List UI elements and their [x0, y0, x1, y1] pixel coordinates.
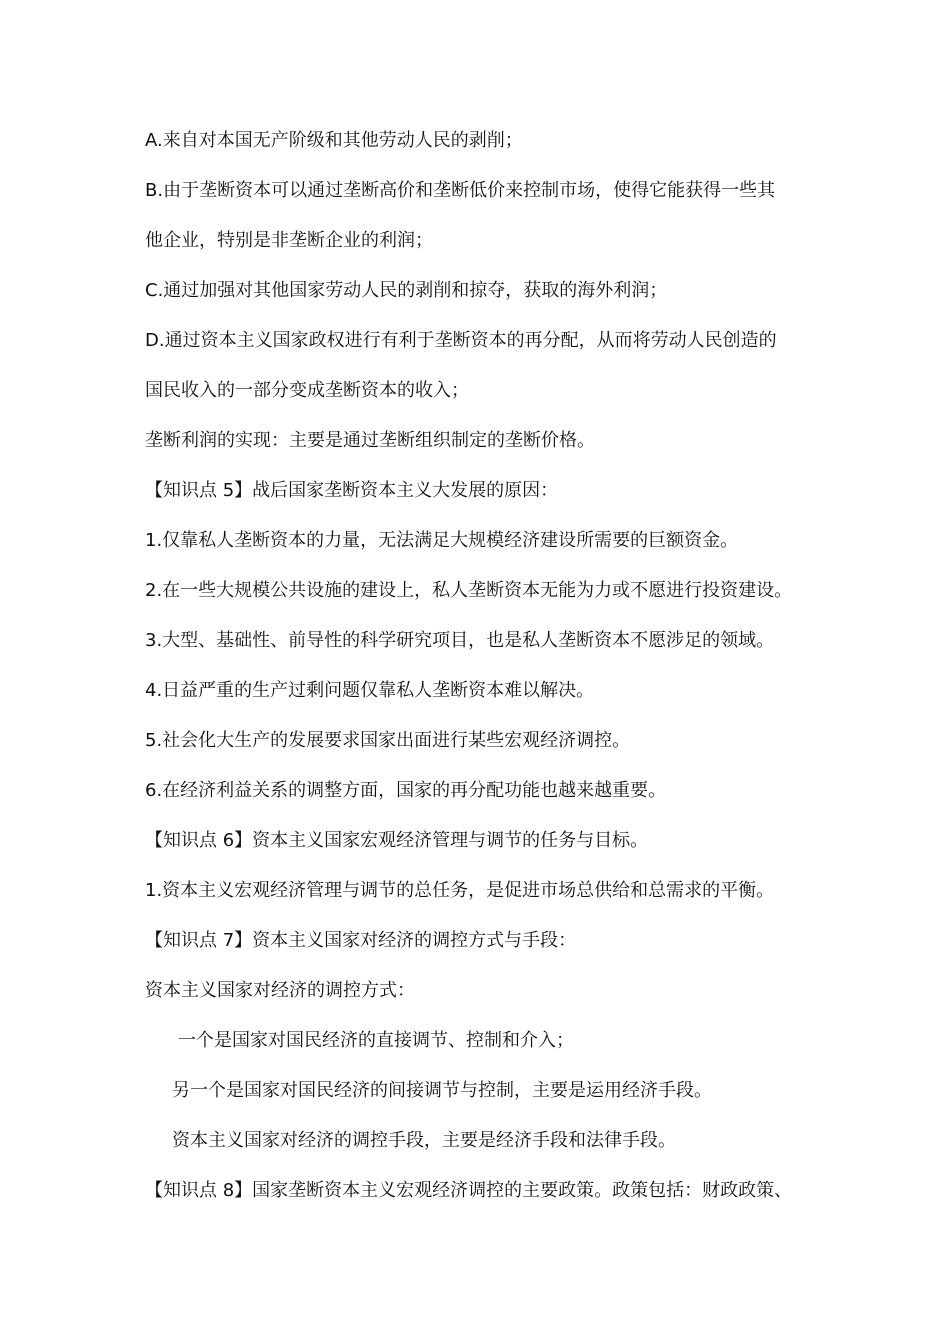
text-line: A.来自对本国无产阶级和其他劳动人民的剥削； [145, 130, 523, 151]
list-item: 1.资本主义宏观经济管理与调节的总任务，是促进市场总供给和总需求的平衡。 [145, 880, 775, 901]
list-item: 1.仅靠私人垄断资本的力量，无法满足大规模经济建设所需要的巨额资金。 [145, 530, 739, 551]
section-heading: 【知识点 5】战后国家垄断资本主义大发展的原因： [145, 480, 559, 501]
text-line: 另一个是国家对国民经济的间接调节与控制，主要是运用经济手段。 [172, 1080, 712, 1101]
text-line: 一个是国家对国民经济的直接调节、控制和介入； [178, 1030, 574, 1051]
text-line: 国民收入的一部分变成垄断资本的收入； [145, 380, 469, 401]
list-item: 4.日益严重的生产过剩问题仅靠私人垄断资本难以解决。 [145, 680, 595, 701]
text-line: 资本主义国家对经济的调控方式： [145, 980, 415, 1001]
text-line: 垄断利润的实现：主要是通过垄断组织制定的垄断价格。 [145, 430, 595, 451]
list-item: 5.社会化大生产的发展要求国家出面进行某些宏观经济调控。 [145, 730, 631, 751]
list-item: 3.大型、基础性、前导性的科学研究项目，也是私人垄断资本不愿涉足的领域。 [145, 630, 775, 651]
list-item: 2.在一些大规模公共设施的建设上，私人垄断资本无能为力或不愿进行投资建设。 [145, 580, 793, 601]
text-line: B.由于垄断资本可以通过垄断高价和垄断低价来控制市场，使得它能获得一些其 [145, 180, 776, 201]
section-heading: 【知识点 8】国家垄断资本主义宏观经济调控的主要政策。政策包括：财政政策、 [145, 1180, 793, 1201]
section-heading: 【知识点 6】资本主义国家宏观经济管理与调节的任务与目标。 [145, 830, 649, 851]
list-item: 6.在经济利益关系的调整方面，国家的再分配功能也越来越重要。 [145, 780, 667, 801]
section-heading: 【知识点 7】资本主义国家对经济的调控方式与手段： [145, 930, 577, 951]
text-line: 他企业，特别是非垄断企业的利润； [145, 230, 433, 251]
text-line: D.通过资本主义国家政权进行有利于垄断资本的再分配，从而将劳动人民创造的 [145, 330, 777, 351]
text-line: C.通过加强对其他国家劳动人民的剥削和掠夺，获取的海外利润； [145, 280, 668, 301]
text-line: 资本主义国家对经济的调控手段，主要是经济手段和法律手段。 [172, 1130, 676, 1151]
